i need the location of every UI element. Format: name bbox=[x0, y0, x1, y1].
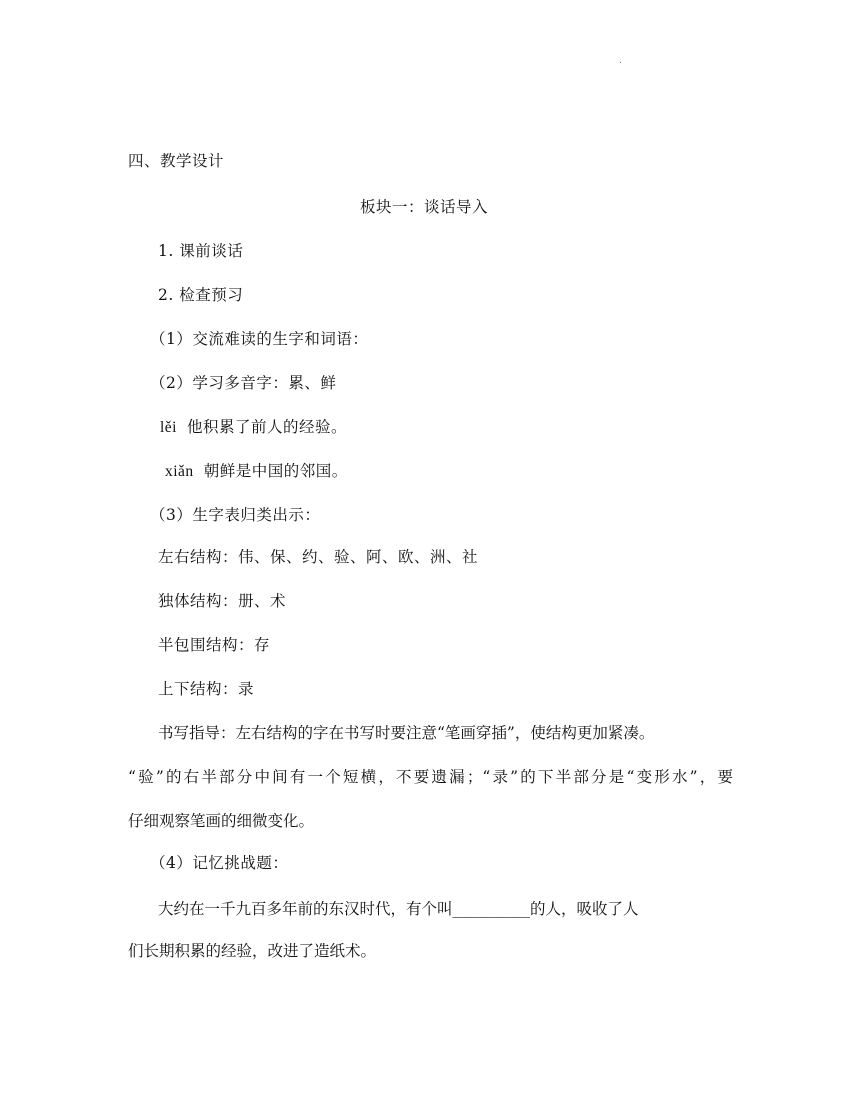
block-title: 板块一：谈话导入 bbox=[360, 198, 489, 216]
writing-guide-line-2: “验”的右半部分中间有一个短横，不要遗漏；“录”的下半部分是“变形水”，要 bbox=[128, 768, 733, 786]
structure-top-bottom: 上下结构：录 bbox=[158, 680, 255, 698]
example-sentence-2: 朝鲜是中国的邻国。 bbox=[203, 462, 348, 480]
sub-item-3: （3）生字表归类出示： bbox=[150, 506, 321, 524]
sub-item-2: （2）学习多音字：累、鲜 bbox=[150, 374, 337, 392]
structure-left-right: 左右结构：伟、保、约、验、阿、欧、洲、社 bbox=[158, 548, 479, 566]
structure-half-enclosed: 半包围结构：存 bbox=[158, 636, 271, 654]
polyphone-example-1 bbox=[160, 416, 347, 439]
pinyin-lei: lěi bbox=[160, 419, 177, 436]
writing-guide-line-1: 书写指导：左右结构的字在书写时要注意“笔画穿插”，使结构更加紧凑。 bbox=[158, 724, 655, 742]
challenge-line-2: 们长期积累的经验，改进了造纸术。 bbox=[128, 942, 377, 960]
item-class-talk: 1. 课前谈话 bbox=[158, 242, 244, 260]
header-mark: . bbox=[619, 55, 622, 66]
section-title: 四、教学设计 bbox=[128, 152, 225, 170]
sub-item-4: （4）记忆挑战题： bbox=[150, 854, 289, 872]
pinyin-xian: xiǎn bbox=[165, 463, 194, 480]
challenge-line-1: 大约在一千九百多年前的东汉时代，有个叫__________的人，吸收了人 bbox=[158, 900, 639, 918]
example-sentence-1: 他积累了前人的经验。 bbox=[187, 418, 348, 436]
item-check-preview: 2. 检查预习 bbox=[158, 286, 244, 304]
sub-item-1: （1）交流难读的生字和词语： bbox=[150, 330, 369, 348]
structure-single: 独体结构：册、术 bbox=[158, 592, 287, 610]
polyphone-example-2 bbox=[165, 460, 348, 483]
writing-guide-line-3: 仔细观察笔画的细微变化。 bbox=[128, 812, 315, 830]
